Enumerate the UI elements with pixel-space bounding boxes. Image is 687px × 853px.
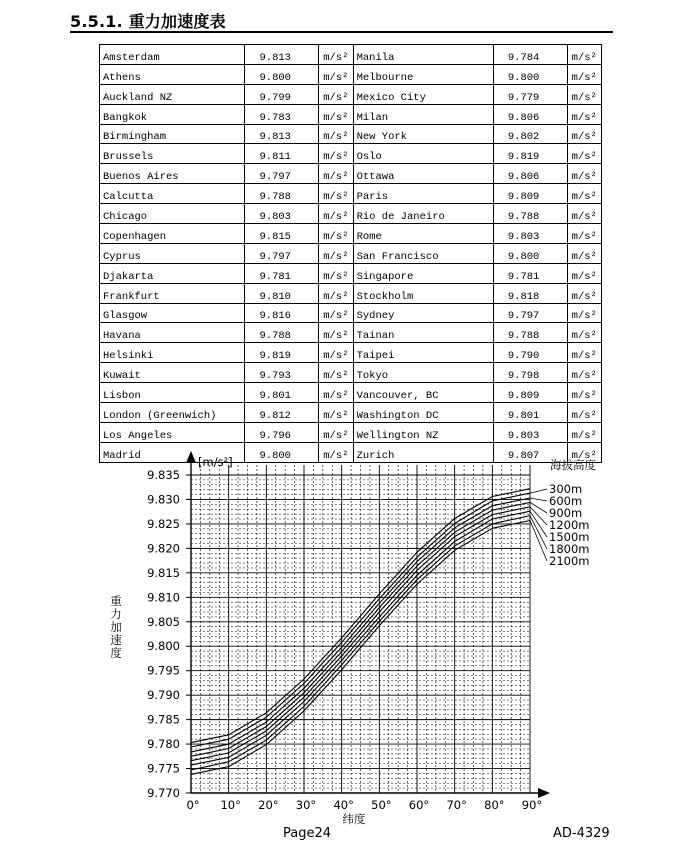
city-cell: Rio de Janeiro: [353, 204, 493, 224]
y-tick-label: 9.785: [147, 712, 180, 727]
x-tick-label: 30°: [295, 798, 317, 812]
gravity-value: 9.779: [493, 84, 567, 104]
leader-line: [530, 507, 547, 525]
gravity-value: 9.819: [493, 144, 567, 164]
gravity-value: 9.797: [245, 164, 319, 184]
city-cell: Manila: [353, 45, 493, 65]
legend-label: 300m: [549, 482, 583, 496]
x-axis-label: 纬度: [342, 812, 366, 825]
gravity-value: 9.781: [493, 263, 567, 283]
y-tick-label: 9.800: [147, 639, 180, 654]
gravity-value: 9.788: [245, 323, 319, 343]
unit-cell: m/s²: [567, 323, 601, 343]
city-cell: Bangkok: [100, 104, 245, 124]
city-cell: New York: [353, 124, 493, 144]
legend-title: 海拔高度: [550, 458, 596, 472]
x-tick-label: 20°: [258, 798, 279, 812]
city-cell: Helsinki: [100, 343, 245, 363]
gravity-value: 9.793: [245, 363, 319, 383]
table-row: [100, 363, 602, 383]
table-row: [100, 383, 602, 403]
city-cell: Auckland NZ: [100, 84, 245, 104]
unit-cell: m/s²: [567, 403, 601, 423]
unit-cell: m/s²: [319, 84, 353, 104]
city-cell: Athens: [100, 64, 245, 84]
unit-cell: m/s²: [567, 84, 601, 104]
x-tick-label: 60°: [408, 798, 430, 812]
legend-label: 1800m: [549, 542, 590, 556]
gravity-value: 9.809: [493, 184, 567, 204]
y-tick-label: 9.835: [147, 468, 180, 482]
gravity-value: 9.783: [245, 104, 319, 124]
gravity-value: 9.790: [493, 343, 567, 363]
gravity-value: 9.816: [245, 303, 319, 323]
table-row: [100, 422, 602, 442]
unit-cell: m/s²: [567, 343, 601, 363]
x-tick-label: 70°: [446, 798, 467, 812]
city-cell: Rome: [353, 224, 493, 244]
unit-cell: m/s²: [319, 164, 353, 184]
leader-line: [530, 516, 547, 549]
x-tick-label: 0°: [186, 798, 200, 812]
gravity-value: 9.801: [493, 403, 567, 423]
gravity-value: 9.796: [245, 422, 319, 442]
gravity-value: 9.818: [493, 283, 567, 303]
city-cell: Calcutta: [100, 184, 245, 204]
table-row: [100, 64, 602, 84]
gravity-value: 9.810: [245, 283, 319, 303]
unit-cell: m/s²: [567, 224, 601, 244]
city-cell: Birmingham: [100, 124, 245, 144]
unit-cell: m/s²: [567, 422, 601, 442]
gravity-value: 9.781: [245, 263, 319, 283]
city-cell: Stockholm: [353, 283, 493, 303]
legend-label: 900m: [549, 506, 583, 520]
city-cell: Milan: [353, 104, 493, 124]
unit-cell: m/s²: [319, 383, 353, 403]
unit-cell: m/s²: [319, 224, 353, 244]
unit-cell: m/s²: [567, 144, 601, 164]
page-number: Page24: [283, 826, 332, 841]
unit-cell: m/s²: [567, 124, 601, 144]
unit-cell: m/s²: [319, 45, 353, 65]
gravity-value: 9.800: [493, 243, 567, 263]
city-cell: Oslo: [353, 144, 493, 164]
unit-cell: m/s²: [319, 124, 353, 144]
city-cell: Amsterdam: [100, 45, 245, 65]
y-axis-label-char: 重: [110, 594, 122, 608]
legend-label: 1500m: [549, 530, 590, 544]
x-tick-label: 90°: [521, 798, 543, 812]
y-axis-label-char: 力: [110, 607, 122, 621]
city-cell: Taipei: [353, 343, 493, 363]
gravity-value: 9.803: [493, 224, 567, 244]
section-title: 5.5.1. 重力加速度表: [70, 12, 226, 31]
gravity-value: 9.803: [245, 204, 319, 224]
gravity-value: 9.807: [493, 442, 567, 462]
city-cell: Chicago: [100, 204, 245, 224]
y-tick-label: 9.805: [147, 614, 180, 629]
gravity-value: 9.812: [245, 403, 319, 423]
table-row: [100, 164, 602, 184]
city-cell: London (Greenwich): [100, 403, 245, 423]
legend-label: 600m: [549, 494, 583, 508]
unit-cell: m/s²: [319, 343, 353, 363]
city-cell: Kuwait: [100, 363, 245, 383]
unit-cell: m/s²: [567, 363, 601, 383]
city-cell: Zurich: [353, 442, 493, 462]
x-tick-label: 50°: [371, 798, 392, 812]
unit-cell: m/s²: [567, 204, 601, 224]
unit-cell: m/s²: [567, 303, 601, 323]
unit-cell: m/s²: [567, 64, 601, 84]
table-row: [100, 343, 602, 363]
city-cell: Wellington NZ: [353, 422, 493, 442]
x-tick-label: 10°: [220, 798, 241, 812]
table-row: [100, 184, 602, 204]
unit-cell: m/s²: [567, 383, 601, 403]
unit-cell: m/s²: [567, 442, 601, 462]
x-axis-arrow: [538, 788, 550, 798]
gravity-value: 9.799: [245, 84, 319, 104]
unit-cell: m/s²: [319, 263, 353, 283]
city-cell: Tainan: [353, 323, 493, 343]
y-tick-label: 9.790: [147, 688, 180, 703]
y-axis-label-char: 度: [110, 646, 122, 660]
city-cell: Vancouver, BC: [353, 383, 493, 403]
city-cell: Tokyo: [353, 363, 493, 383]
unit-cell: m/s²: [319, 204, 353, 224]
gravity-value: 9.788: [493, 204, 567, 224]
leader-line: [530, 498, 547, 501]
gravity-value: 9.803: [493, 422, 567, 442]
gravity-value: 9.797: [493, 303, 567, 323]
city-cell: Los Angeles: [100, 422, 245, 442]
y-tick-label: 9.825: [147, 516, 180, 531]
unit-cell: m/s²: [567, 243, 601, 263]
y-axis-arrow: [186, 451, 196, 463]
gravity-value: 9.806: [493, 164, 567, 184]
y-tick-label: 9.770: [147, 786, 180, 800]
gravity-value: 9.815: [245, 224, 319, 244]
x-tick-label: 40°: [333, 798, 354, 812]
unit-cell: m/s²: [319, 323, 353, 343]
y-tick-label: 9.820: [147, 541, 180, 556]
table-row: [100, 243, 602, 263]
legend-label: 2100m: [549, 554, 590, 568]
leader-line: [530, 502, 547, 513]
table-row: [100, 144, 602, 164]
y-axis-label-char: 加: [110, 620, 122, 634]
city-cell: Madrid: [100, 442, 245, 462]
y-tick-label: 9.775: [147, 761, 180, 776]
gravity-value: 9.806: [493, 104, 567, 124]
gravity-table: [99, 44, 602, 463]
y-tick-label: 9.780: [147, 737, 180, 752]
unit-cell: m/s²: [567, 45, 601, 65]
unit-cell: m/s²: [319, 243, 353, 263]
table-row: [100, 204, 602, 224]
table-row: [100, 323, 602, 343]
table-row: [100, 403, 602, 423]
y-tick-label: 9.830: [147, 492, 180, 507]
city-cell: Washington DC: [353, 403, 493, 423]
table-row: [100, 283, 602, 303]
city-cell: Djakarta: [100, 263, 245, 283]
unit-cell: m/s²: [319, 144, 353, 164]
table-row: [100, 224, 602, 244]
gravity-value: 9.819: [245, 343, 319, 363]
unit-cell: m/s²: [567, 283, 601, 303]
city-cell: Frankfurt: [100, 283, 245, 303]
city-cell: Cyprus: [100, 243, 245, 263]
unit-cell: m/s²: [319, 184, 353, 204]
table-row: [100, 303, 602, 323]
gravity-value: 9.800: [245, 64, 319, 84]
gravity-value: 9.798: [493, 363, 567, 383]
table-row: [100, 84, 602, 104]
table-row: [100, 263, 602, 283]
leader-line: [530, 520, 547, 561]
city-cell: Glasgow: [100, 303, 245, 323]
gravity-value: 9.809: [493, 383, 567, 403]
gravity-value: 9.788: [493, 323, 567, 343]
city-cell: San Francisco: [353, 243, 493, 263]
gravity-latitude-chart: [0, 450, 687, 825]
city-cell: Lisbon: [100, 383, 245, 403]
unit-cell: m/s²: [319, 363, 353, 383]
unit-cell: m/s²: [567, 263, 601, 283]
model-number: AD-4329: [553, 826, 610, 841]
x-tick-label: 80°: [484, 798, 505, 812]
gravity-value: 9.811: [245, 144, 319, 164]
unit-cell: m/s²: [319, 403, 353, 423]
y-tick-label: 9.810: [147, 590, 180, 605]
unit-cell: m/s²: [319, 442, 353, 462]
gravity-value: 9.813: [245, 45, 319, 65]
unit-cell: m/s²: [567, 184, 601, 204]
unit-cell: m/s²: [319, 422, 353, 442]
city-cell: Buenos Aires: [100, 164, 245, 184]
unit-cell: m/s²: [319, 283, 353, 303]
gravity-value: 9.788: [245, 184, 319, 204]
y-unit-label: [m/s²]: [198, 455, 233, 469]
unit-cell: m/s²: [319, 104, 353, 124]
gravity-value: 9.813: [245, 124, 319, 144]
gravity-value: 9.797: [245, 243, 319, 263]
city-cell: Sydney: [353, 303, 493, 323]
gravity-value: 9.800: [493, 64, 567, 84]
city-cell: Mexico City: [353, 84, 493, 104]
gravity-value: 9.802: [493, 124, 567, 144]
y-tick-label: 9.815: [147, 565, 180, 580]
city-cell: Brussels: [100, 144, 245, 164]
legend-label: 1200m: [549, 518, 590, 532]
city-cell: Paris: [353, 184, 493, 204]
city-cell: Melbourne: [353, 64, 493, 84]
city-cell: Ottawa: [353, 164, 493, 184]
table-row: [100, 104, 602, 124]
gravity-value: 9.801: [245, 383, 319, 403]
unit-cell: m/s²: [567, 104, 601, 124]
city-cell: Havana: [100, 323, 245, 343]
unit-cell: m/s²: [319, 64, 353, 84]
gravity-value: 9.784: [493, 45, 567, 65]
gravity-value: 9.800: [245, 442, 319, 462]
y-tick-label: 9.795: [147, 663, 180, 678]
leader-line: [530, 489, 547, 493]
table-row: [100, 45, 602, 65]
city-cell: Copenhagen: [100, 224, 245, 244]
unit-cell: m/s²: [567, 164, 601, 184]
city-cell: Singapore: [353, 263, 493, 283]
table-row: [100, 124, 602, 144]
title-rule: [70, 31, 613, 33]
unit-cell: m/s²: [319, 303, 353, 323]
y-axis-label-char: 速: [110, 633, 122, 647]
